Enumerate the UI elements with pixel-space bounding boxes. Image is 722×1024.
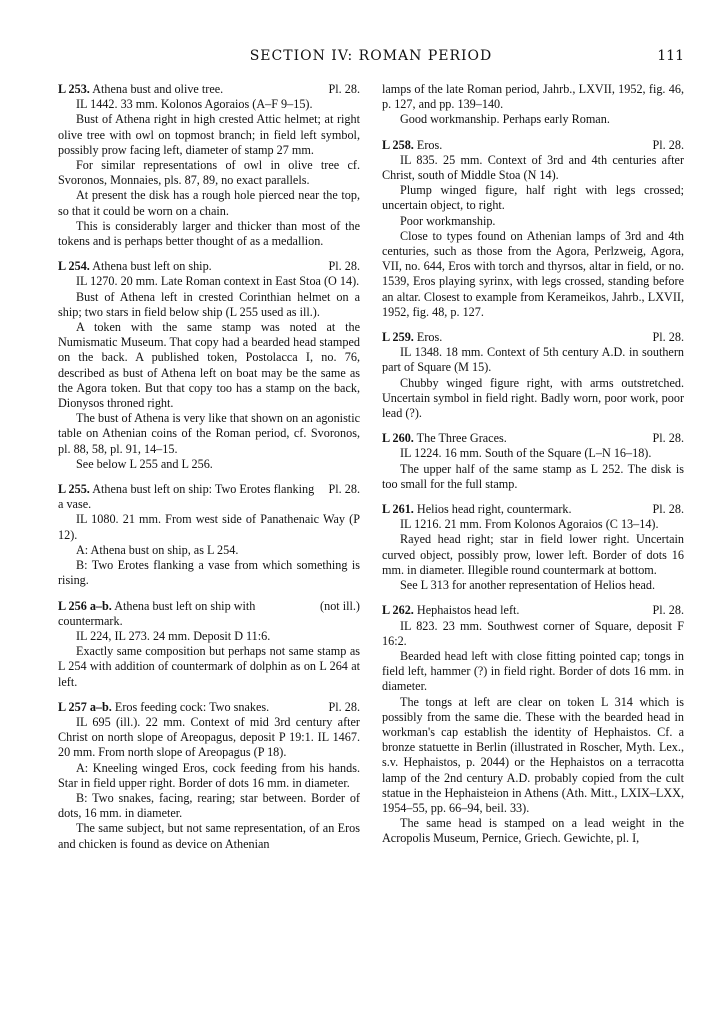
plate-reference: Pl. 28.	[652, 603, 684, 618]
entry-paragraph: IL 835. 25 mm. Context of 3rd and 4th centuries after Christ, south of Middle Stoa (N 14).	[382, 152, 684, 183]
entry-title: Athena bust left on ship: Two Erotes flanking a vase.	[58, 482, 315, 512]
entry-paragraph: B: Two snakes, facing, rearing; star between. Border of dots, 16 mm. in diameter.	[58, 790, 360, 821]
entry-paragraph: Exactly same composition but perhaps not same stamp as L 254 with addition of countermark of dolphin as on L 264 at left.	[58, 644, 360, 689]
entry-paragraph: Poor workmanship.	[400, 213, 496, 228]
entry-paragraph: For similar representations of owl in olive tree cf. Svoronos, Monnaies, pls. 87, 89, no exact parallels.	[58, 158, 360, 188]
plate-reference: Pl. 28.	[652, 330, 684, 345]
section-title: SECTION IV: ROMAN PERIOD	[249, 48, 493, 64]
entry-paragraph: Close to types found on Athenian lamps of 3rd and 4th centuries, such as those from the Agora, Perlzweig, Agora, VII, no. 644, Eros with torch and thyrsos, altar in field, or no. 1539, Eros playing syrinx, with legs crossed, standing before an altar. Closest to example from Kerameikos, Jahrb., LXVII, 1952, fig. 48, p. 127.	[382, 228, 684, 319]
entry-paragraph: IL 224, IL 273. 24 mm. Deposit D 11:6.	[76, 628, 271, 643]
catalog-entry	[58, 482, 360, 588]
plate-reference: Pl. 28.	[652, 431, 684, 446]
entry-label: L 261.	[382, 502, 414, 517]
entry-paragraph: lamps of the late Roman period, Jahrb., LXVII, 1952, fig. 46, p. 127, and pp. 139–140.	[382, 82, 684, 112]
entry-heading	[58, 259, 360, 274]
plate-reference: (not ill.)	[320, 598, 360, 613]
entry-label: L 258.	[382, 137, 414, 152]
entry-paragraph: A: Athena bust on ship, as L 254.	[76, 542, 239, 557]
plate-reference: Pl. 28.	[328, 82, 360, 96]
catalog-entry	[382, 502, 684, 593]
entry-paragraph: IL 1348. 18 mm. Context of 5th century A.D. in southern part of Square (M 15).	[382, 345, 684, 375]
entry-heading	[382, 431, 684, 446]
plate-reference: Pl. 28.	[328, 482, 360, 497]
entry-paragraph: Bearded head left with close fitting pointed cap; tongs in field left, hammer (?) in field right. Border of dots 16 mm. in diameter.	[382, 648, 684, 694]
entry-label: L 253.	[58, 82, 90, 96]
entry-paragraph: IL 695 (ill.). 22 mm. Context of mid 3rd century after Christ on north slope of Areopagus, deposit P 19:1. IL 1467. 20 mm. From north slope of Areopagus (P 18).	[58, 714, 360, 760]
catalog-entry	[58, 82, 360, 249]
entry-title: Athena bust left on ship.	[92, 259, 212, 274]
catalog-entry	[58, 700, 360, 852]
entry-paragraph: The bust of Athena is very like that shown on an agonistic table on Athenian coins of the Roman period, cf. Svoronos, pl. 88, 58, pl. 91, 14–15.	[58, 411, 360, 456]
entry-label: L 255.	[58, 482, 90, 497]
plate-reference: Pl. 28.	[652, 502, 684, 517]
catalog-entry	[382, 330, 684, 421]
entry-paragraph: The same head is stamped on a lead weight in the Acropolis Museum, Pernice, Griech. Gewichte, pl. I,	[382, 816, 684, 846]
entry-paragraph: See L 313 for another representation of Helios head.	[400, 578, 656, 593]
entry-label: L 262.	[382, 603, 414, 618]
entry-paragraph: This is considerably larger and thicker than most of the tokens and is perhaps better thought of as a medallion.	[58, 218, 360, 249]
entry-paragraph: IL 1216. 21 mm. From Kolonos Agoraios (C 13–14).	[400, 517, 659, 532]
running-header	[58, 42, 684, 66]
entry-title: Athena bust and olive tree.	[92, 82, 224, 96]
entry-paragraph: A token with the same stamp was noted at the Numismatic Museum. That copy had a bearded head stamped on the back. A published token, Postolacca I, no. 76, described as bust of Athena left on boat may be the same as the Agora token. But that copy too has a stamp on the back, Dionysos throned right.	[58, 320, 360, 411]
entry-paragraph: IL 1442. 33 mm. Kolonos Agoraios (A–F 9–15).	[76, 97, 313, 112]
entry-title: Helios head right, countermark.	[416, 502, 572, 517]
entry-paragraph: At present the disk has a rough hole pierced near the top, so that it could be worn on a chain.	[58, 188, 360, 218]
entry-paragraph: Chubby winged figure right, with arms outstretched. Uncertain symbol in field right. Badly worn, poor work, poor lead (?).	[382, 375, 684, 421]
entry-title: Eros.	[416, 137, 443, 152]
catalog-entry	[382, 603, 684, 846]
entry-paragraph: Bust of Athena right in high crested Attic helmet; at right olive tree with owl on topmost branch; in field left symbol, possibly prow facing left, diameter of stamp 27 mm.	[58, 112, 360, 157]
entry-paragraph: IL 1080. 21 mm. From west side of Panathenaic Way (P 12).	[58, 512, 360, 542]
catalog-entry	[382, 431, 684, 492]
catalog-entry	[58, 599, 360, 690]
entry-paragraph: Good workmanship. Perhaps early Roman.	[400, 112, 610, 127]
entry-heading	[58, 599, 360, 629]
entry-title: Athena bust left on ship with countermark.	[58, 598, 256, 628]
entry-paragraph: IL 1224. 16 mm. South of the Square (L–N 16–18).	[400, 446, 652, 461]
entry-title: Eros.	[416, 330, 443, 345]
plate-reference: Pl. 28.	[328, 699, 360, 714]
entry-label: L 256 a–b.	[58, 598, 112, 613]
entry-label: L 259.	[382, 330, 414, 345]
entry-title: Eros feeding cock: Two snakes.	[114, 699, 270, 714]
catalog-entry	[382, 138, 684, 320]
entry-label: L 257 a–b.	[58, 699, 112, 714]
catalog-entry	[58, 259, 360, 472]
entry-title: The Three Graces.	[416, 431, 507, 446]
entry-heading	[382, 138, 684, 153]
right-column	[382, 82, 684, 862]
entry-paragraph: The tongs at left are clear on token L 314 which is possibly from the same die. These with the bearded head in workman's cap establish the identity of Hephaistos. Cf. a bronze statuette in Berlin (illustrated in Roscher, Myth. Lex., s.v. Hephaistos, p. 2044) or the Hephaistos on a terracotta lamp of the 2nd century A.D. probably copied from the cult statue in the Hephaisteion in Athens (Ath. Mitt., LXIX–LXX, 1954–55, pp. 66–94, beil. 33).	[382, 694, 684, 815]
entry-heading	[58, 482, 360, 512]
plate-reference: Pl. 28.	[328, 259, 360, 274]
entry-paragraph: See below L 255 and L 256.	[76, 456, 213, 471]
entry-heading	[382, 603, 684, 618]
entry-heading	[382, 330, 684, 345]
entry-paragraph: B: Two Erotes flanking a vase from which something is rising.	[58, 558, 360, 588]
left-column	[58, 82, 360, 862]
entry-paragraph: A: Kneeling winged Eros, cock feeding from his hands. Star in field upper right. Border of dots 16 mm. in diameter.	[58, 760, 360, 790]
entry-label: L 254.	[58, 259, 90, 274]
plate-reference: Pl. 28.	[652, 137, 684, 152]
entry-paragraph: Plump winged figure, half right with legs crossed; uncertain object, to right.	[382, 183, 684, 213]
catalog-entry	[382, 82, 684, 128]
entry-paragraph: Rayed head right; star in field lower right. Uncertain curved object, possibly prow, lower left. Border of dots 16 mm. in diameter. Illegible round countermark at bottom.	[382, 532, 684, 577]
entry-paragraph: The upper half of the same stamp as L 252. The disk is too small for the full stamp.	[382, 461, 684, 491]
entry-paragraph: IL 1270. 20 mm. Late Roman context in East Stoa (O 14).	[76, 274, 360, 289]
entry-paragraph: The same subject, but not same representation, of an Eros and chicken is found as device on Athenian	[58, 821, 360, 851]
entry-label: L 260.	[382, 431, 414, 446]
entry-heading	[58, 700, 360, 715]
body-columns	[58, 82, 684, 862]
entry-heading	[382, 502, 684, 517]
page-number: 111	[657, 48, 684, 64]
entry-paragraph: Bust of Athena left in crested Corinthian helmet on a ship; two stars in field below ship (L 255 used as ill.).	[58, 289, 360, 319]
entry-heading	[58, 82, 360, 97]
entry-title: Hephaistos head left.	[416, 603, 520, 618]
entry-paragraph: IL 823. 23 mm. Southwest corner of Square, deposit F 16:2.	[382, 618, 684, 648]
